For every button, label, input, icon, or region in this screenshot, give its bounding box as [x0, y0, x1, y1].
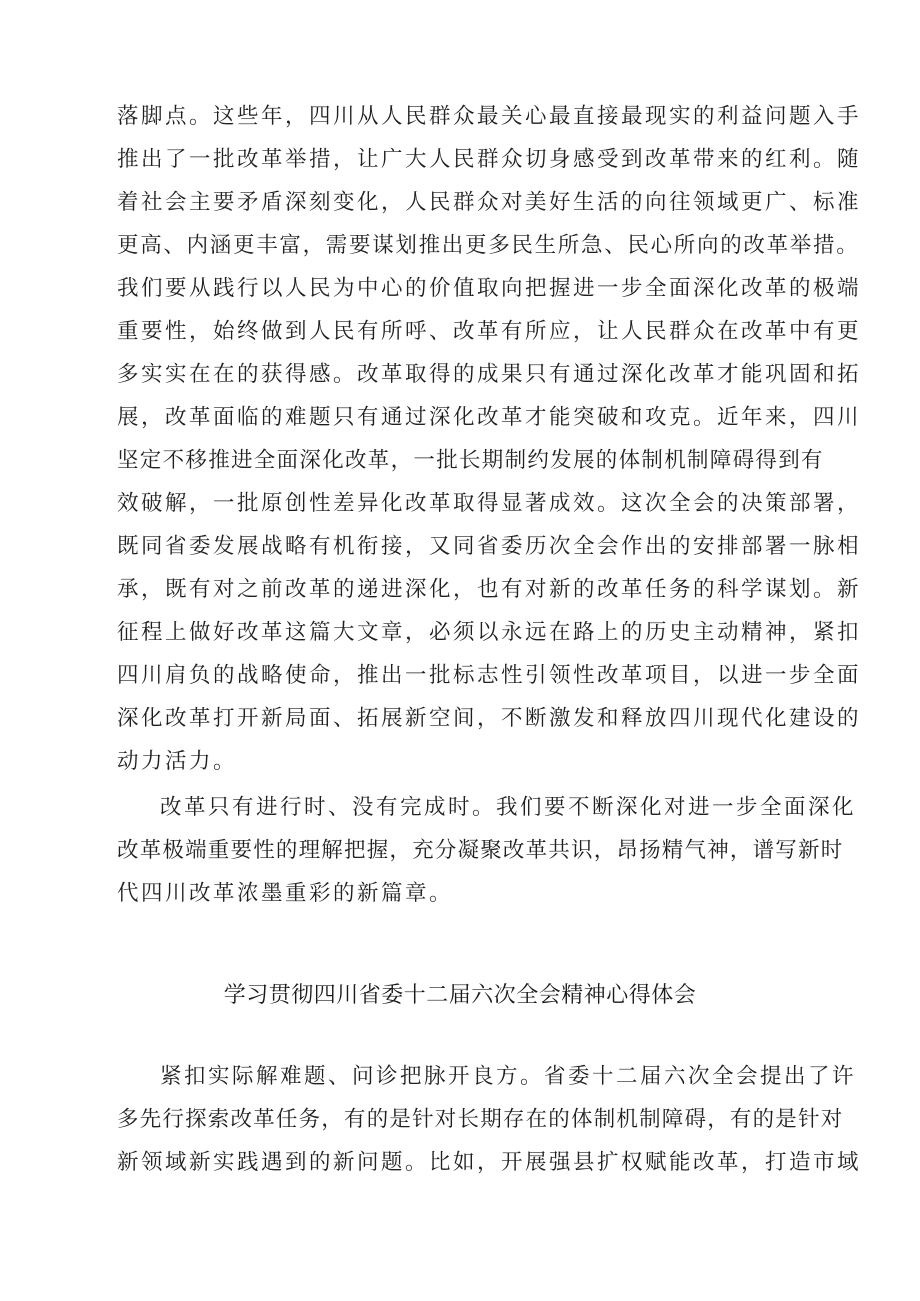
paragraph-line: 展，改革面临的难题只有通过深化改革才能突破和攻克。近年来，四川: [117, 405, 862, 430]
paragraph-line: 改革极端重要性的理解把握，充分凝聚改革共识，昂扬精气神，谱写新时: [117, 838, 844, 863]
paragraph-line: 改革只有进行时、没有完成时。我们要不断深化对进一步全面深化: [160, 795, 857, 820]
paragraph-line: 紧扣实际解难题、问诊把脉开良方。省委十二届六次全会提出了许: [160, 1064, 857, 1089]
paragraph-line: 动力活力。: [117, 749, 238, 774]
section-title: 学习贯彻四川省委十二届六次全会精神心得体会: [223, 983, 697, 1008]
paragraph-line: 效破解，一批原创性差异化改革取得显著成效。这次全会的决策部署，: [117, 491, 862, 516]
paragraph-line: 多先行探索改革任务，有的是针对长期存在的体制机制障碍，有的是针对: [117, 1107, 844, 1132]
paragraph-line: 我们要从践行以人民为中心的价值取向把握进一步全面深化改革的极端: [117, 276, 862, 301]
paragraph-line: 代四川改革浓墨重彩的新篇章。: [117, 881, 454, 906]
paragraph-line: 更高、内涵更丰富，需要谋划推出更多民生所急、民心所向的改革举措。: [117, 233, 860, 258]
paragraph-line: 承，既有对之前改革的递进深化，也有对新的改革任务的科学谋划。新: [117, 577, 862, 602]
paragraph-line: 多实实在在的获得感。改革取得的成果只有通过深化改革才能巩固和拓: [117, 362, 862, 387]
paragraph-line: 推出了一批改革举措，让广大人民群众切身感受到改革带来的红利。随: [117, 147, 862, 172]
paragraph-line: 四川肩负的战略使命，推出一批标志性引领性改革项目，以进一步全面: [117, 663, 862, 688]
paragraph-line: 重要性，始终做到人民有所呼、改革有所应，让人民群众在改革中有更: [117, 319, 862, 344]
paragraph-line: 坚定不移推进全面深化改革，一批长期制约发展的体制机制障碍得到有: [117, 448, 824, 473]
paragraph-line: 既同省委发展战略有机衔接，又同省委历次全会作出的安排部署一脉相: [117, 534, 862, 559]
paragraph-line: 深化改革打开新局面、拓展新空间，不断激发和释放四川现代化建设的: [117, 706, 862, 731]
paragraph-line: 新领域新实践遇到的新问题。比如，开展强县扩权赋能改革，打造市域: [117, 1150, 862, 1175]
paragraph-line: 落脚点。这些年，四川从人民群众最关心最直接最现实的利益问题入手: [117, 104, 862, 129]
paragraph-line: 征程上做好改革这篇大文章，必须以永远在路上的历史主动精神，紧扣: [117, 620, 862, 645]
paragraph-line: 着社会主要矛盾深刻变化，人民群众对美好生活的向往领域更广、标准: [117, 190, 862, 215]
